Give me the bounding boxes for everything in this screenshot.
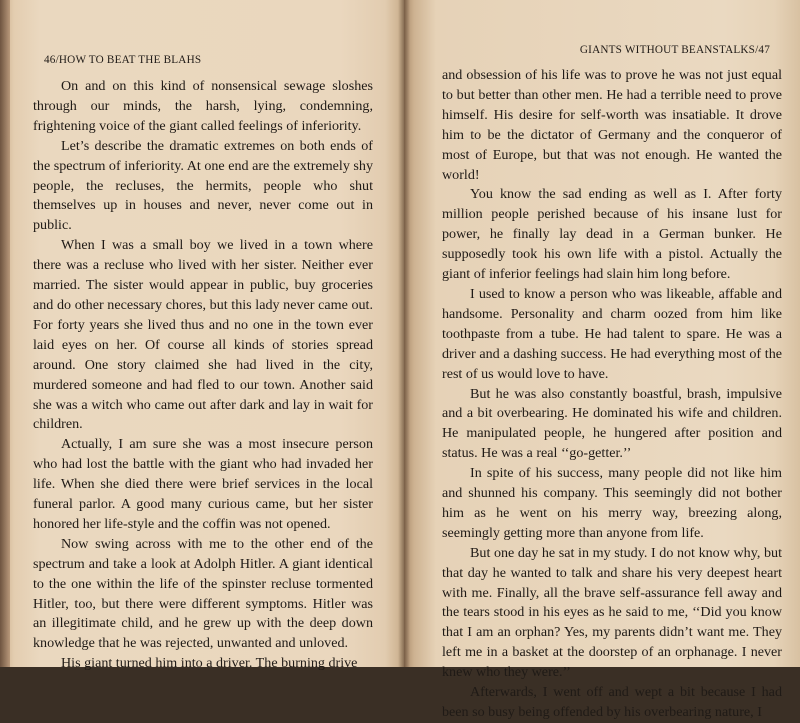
paragraph: On and on this kind of nonsensical sewage sloshes through our minds, the harsh, lying, condemning, frightening voice of the giant called feelings of inferiority.	[33, 78, 373, 134]
paragraph: Actually, I am sure she was a most insecure person who had lost the battle with the giant who had invaded her life. When she died there were brief services in the local funeral parlor. A good many curious came, but her sister honored her life-style and the coffin was not opened.	[33, 436, 373, 532]
right-page-body	[442, 66, 782, 723]
paragraph: But one day he sat in my study. I do not know why, but that day he wanted to talk and share his very deepest heart with me. Finally, all the brave self-assurance fell away and the tears stood in his eyes as he said to me, ‘‘Did you know that I am an orphan? Yes, my parents didn’t want me. They left me in a basket at the doorstep of an orphanage. I never knew who they were.’’	[442, 544, 782, 681]
right-running-header: GIANTS WITHOUT BEANSTALKS/47	[579, 44, 770, 56]
left-page	[0, 0, 404, 672]
paragraph: But he was also constantly boastful, brash, impulsive and a bit overbearing. He dominated his wife and children. He manipulated people, he hungered after position and status. He was a real ‘‘go-getter.’’	[442, 385, 782, 462]
left-running-header: 46/HOW TO BEAT THE BLAHS	[44, 54, 202, 66]
book-gutter	[398, 0, 410, 667]
paragraph: When I was a small boy we lived in a town where there was a recluse who lived with her sister. Neither ever married. The sister would appear in public, buy groceries and do other necessary chores, but this lady never came out. For forty years she lived thus and no one in the town ever laid eyes on her. Of course all kinds of stories spread around. One story claimed she had lived in the city, murdered someone and had fled to our town. Another said she was a witch who came out after dark and lay in wait for children.	[33, 237, 373, 433]
paragraph: Let’s describe the dramatic extremes on both ends of the spectrum of inferiority. At one end are the extremely shy people, the recluses, the hermits, people who shut themselves up in houses and never, never come out in public.	[33, 137, 373, 234]
page-edge	[0, 0, 10, 667]
paragraph: Now swing across with me to the other end of the spectrum and take a look at Adolph Hitler. A giant identical to the one within the life of the spinster recluse tormented Hitler, too, but there were different symptoms. Hitler was an illegitimate child, and he grew up with the deep down knowledge that he was rejected, unwanted and unloved.	[33, 535, 373, 652]
left-page-body	[33, 77, 373, 674]
right-page	[404, 0, 800, 720]
paragraph: You know the sad ending as well as I. After forty million people perished because of his insane lust for power, he finally lay dead in a German bunker. He supposedly took his own life with a pistol. Actually the giant of inferior feelings had slain him long before.	[442, 186, 782, 283]
paragraph: In spite of his success, many people did not like him and shunned his company. This seemingly did not bother him as he went on his merry way, breezing along, seemingly getting more than anyone from life.	[442, 465, 782, 541]
paragraph: I used to know a person who was likeable, affable and handsome. Personality and charm oozed from him like toothpaste from a tube. He had talent to spare. He was a driver and a dashing success. He had everything most of the rest of us would love to have.	[442, 285, 782, 382]
paragraph: Afterwards, I went off and wept a bit because I had been so busy being offended by his overbearing nature, I	[442, 684, 782, 720]
paragraph: His giant turned him into a driver. The burning drive	[61, 655, 358, 672]
paragraph: and obsession of his life was to prove he was not just equal to but better than other men. He had a terrible need to prove himself. His desire for self-worth was insatiable. It drove him to be the dictator of Germany and the conqueror of most of Europe, but that was not enough. He wanted the world!	[442, 67, 782, 183]
